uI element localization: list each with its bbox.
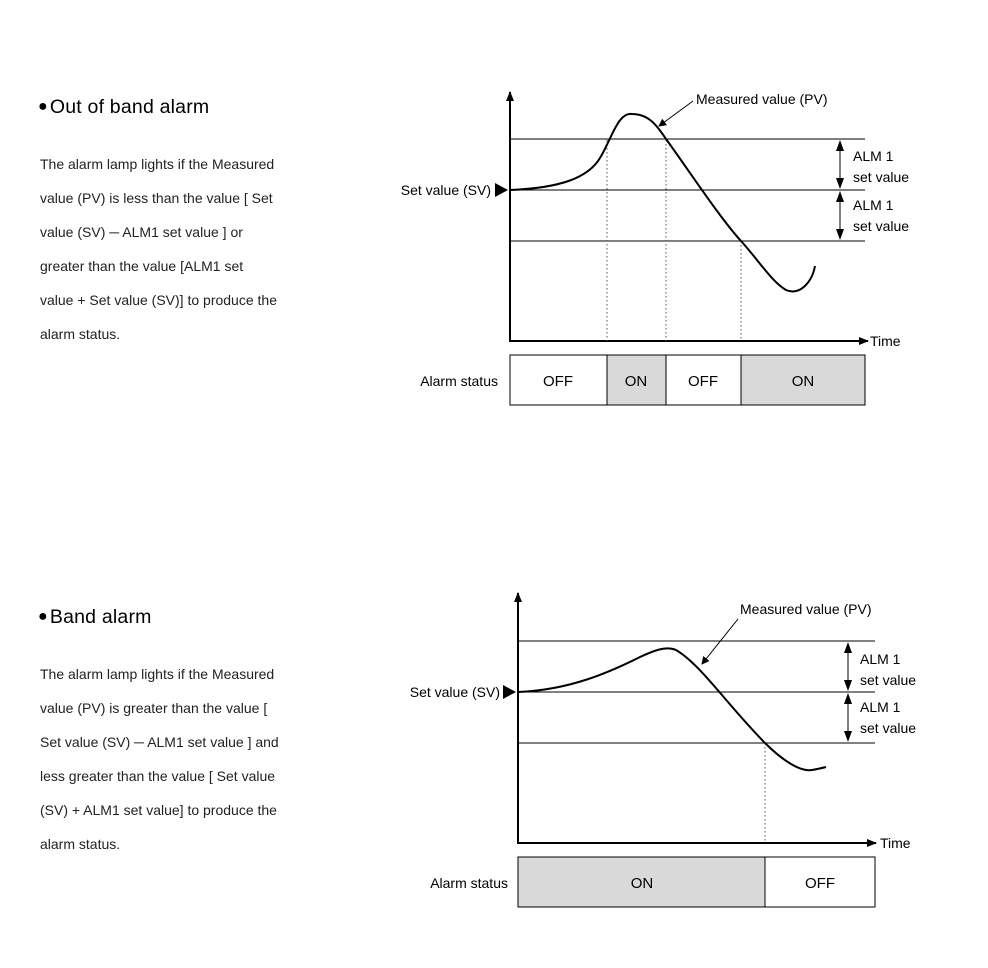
status-text: OFF <box>805 875 835 892</box>
section-2-desc-line: The alarm lamp lights if the Measured <box>40 666 275 682</box>
bullet-icon: ● <box>38 98 48 115</box>
section-1-desc-line: value (PV) is less than the value [ Set <box>40 190 273 206</box>
arrow-up-icon <box>836 191 844 202</box>
arrow-down-icon <box>844 731 852 742</box>
section-2-desc-line: Set value (SV) ─ ALM1 set value ] and <box>40 734 279 750</box>
sv-label: Set value (SV) <box>400 182 491 198</box>
arrow-up-icon <box>836 140 844 151</box>
section-2-desc-line: (SV) + ALM1 set value] to produce the <box>40 802 277 818</box>
section-1-desc-line: value + Set value (SV)] to produce the <box>40 292 277 308</box>
alarm-status-label: Alarm status <box>420 373 498 389</box>
status-text: OFF <box>543 373 573 390</box>
alm-upper-label: set value <box>853 169 910 185</box>
bullet-icon: ● <box>38 608 48 625</box>
section-1-desc-line: greater than the value [ALM1 set <box>40 258 244 274</box>
pv-curve <box>518 648 826 770</box>
section-1-desc-line: The alarm lamp lights if the Measured <box>40 156 275 172</box>
alm-upper-label: set value <box>860 672 917 688</box>
alarm-status-label: Alarm status <box>430 875 508 891</box>
diagram-out-of-band <box>401 91 910 405</box>
section-1-desc-line: alarm status. <box>40 326 121 342</box>
section-1-title-text: Out of band alarm <box>49 96 210 118</box>
section-2-desc-line: value (PV) is greater than the value [ <box>40 700 268 716</box>
time-label: Time <box>880 835 911 851</box>
status-text: ON <box>624 373 648 390</box>
section-2-title-text: Band alarm <box>49 606 152 628</box>
sv-marker-icon <box>503 685 516 699</box>
sv-label: Set value (SV) <box>409 684 500 700</box>
status-text: OFF <box>688 373 718 390</box>
arrow-up-icon <box>844 642 852 653</box>
alm-lower-label: set value <box>853 218 910 234</box>
section-2-desc-line: alarm status. <box>40 836 121 852</box>
alm-upper-label: ALM 1 <box>853 148 894 164</box>
alm-lower-label: ALM 1 <box>853 197 894 213</box>
section-2-desc-line: less greater than the value [ Set value <box>40 768 276 784</box>
arrow-down-icon <box>844 680 852 691</box>
status-text: ON <box>791 373 815 390</box>
pv-label: Measured value (PV) <box>740 601 872 617</box>
section-1-desc-line: value (SV) ─ ALM1 set value ] or <box>40 224 243 240</box>
arrow-down-icon <box>836 178 844 189</box>
pv-curve <box>510 114 815 292</box>
arrow-up-icon <box>844 693 852 704</box>
status-text: ON <box>630 875 654 892</box>
sv-marker-icon <box>495 183 508 197</box>
diagram-band <box>410 593 917 907</box>
arrow-down-icon <box>836 229 844 240</box>
alm-lower-label: set value <box>860 720 917 736</box>
alm-lower-label: ALM 1 <box>860 699 901 715</box>
pv-label: Measured value (PV) <box>696 91 828 107</box>
pv-pointer <box>659 101 693 126</box>
alm-upper-label: ALM 1 <box>860 651 901 667</box>
time-label: Time <box>870 333 901 349</box>
